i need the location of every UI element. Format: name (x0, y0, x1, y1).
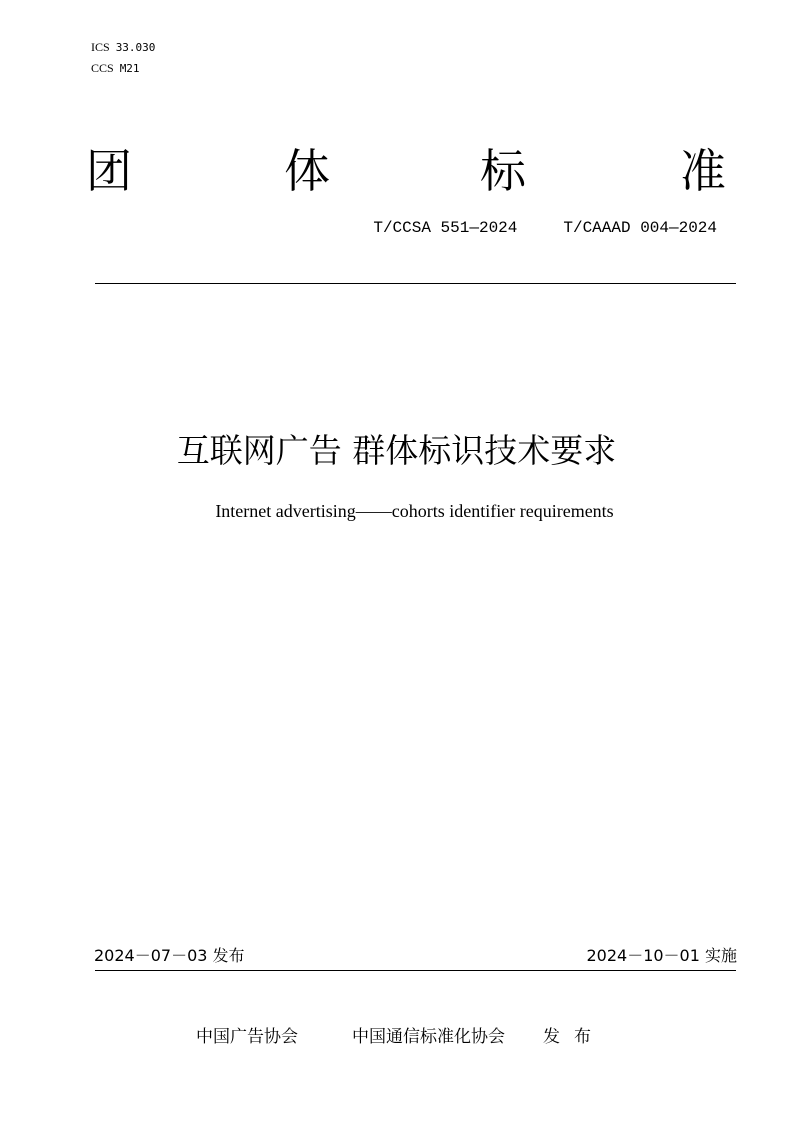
document-title-zh: 互联网广告 群体标识技术要求 (176, 431, 617, 470)
publish-action: 发布 (543, 1027, 605, 1047)
effective-date: 2024－10－01 实施 (586, 946, 737, 965)
publisher-org-2: 中国通信标准化协会 (352, 1027, 505, 1047)
document-title-en: Internet advertising——cohorts identifier requirements (215, 501, 614, 521)
standard-number-ccsa: T/CCSA 551—2024 (373, 219, 518, 237)
footer-divider (95, 970, 736, 971)
ics-value: 33.030 (115, 41, 156, 54)
header-char-4: 准 (680, 144, 726, 198)
ccs-value: M21 (119, 62, 140, 75)
header-char-2: 体 (284, 144, 330, 198)
ics-label: ICS (91, 40, 110, 54)
header-char-3: 标 (480, 144, 526, 198)
ccs-code (91, 61, 140, 76)
publish-date: 2024－07－03 发布 (94, 946, 245, 965)
ccs-label: CCS (91, 61, 114, 75)
standard-number-caaad: T/CAAAD 004—2024 (563, 219, 717, 237)
publishers (196, 1026, 605, 1048)
publisher-org-1: 中国广告协会 (196, 1027, 298, 1047)
standard-numbers (373, 218, 717, 238)
ics-code (91, 40, 155, 55)
header-divider (95, 283, 736, 284)
header-char-1: 团 (86, 144, 132, 198)
